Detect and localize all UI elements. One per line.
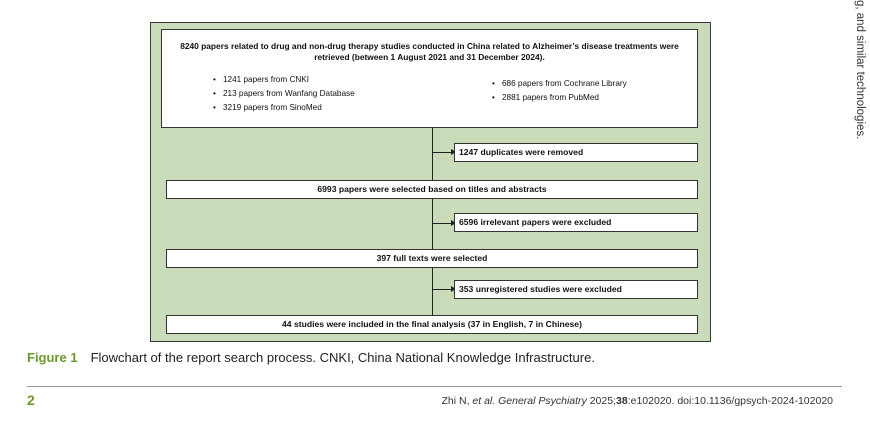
list-item: • 2881 papers from PubMed — [492, 92, 599, 102]
connector-line — [432, 268, 433, 315]
full-texts-box: 397 full texts were selected — [166, 249, 698, 268]
figure-label: Figure 1 — [27, 350, 78, 365]
footer-divider — [27, 386, 842, 387]
page-number: 2 — [27, 392, 35, 408]
list-item: • 213 papers from Wanfang Database — [213, 88, 355, 98]
list-item: • 686 papers from Cochrane Library — [492, 79, 627, 88]
list-item: • 1241 papers from CNKI — [213, 75, 310, 84]
final-included-box: 44 studies were included in the final analysis (37 in English, 7 in Chinese) — [166, 315, 698, 334]
figure-caption — [27, 350, 595, 365]
source-pubmed: 2881 papers from PubMed — [502, 92, 599, 102]
figure-caption-text: Flowchart of the report search process. CNKI, China National Knowledge Infrastructure. — [90, 350, 595, 365]
source-sinomed: 3219 papers from SinoMed — [223, 102, 322, 112]
duplicates-removed-box: 1247 duplicates were removed — [454, 143, 698, 162]
list-item: • 3219 papers from SinoMed — [213, 102, 322, 112]
connector-line — [432, 128, 433, 180]
unregistered-excluded-box: 353 unregistered studies were excluded — [454, 280, 698, 299]
irrelevant-excluded-box: 6596 irrelevant papers were excluded — [454, 213, 698, 232]
source-wanfang: 213 papers from Wanfang Database — [223, 88, 355, 98]
source-cochrane: 686 papers from Cochrane Library — [502, 79, 627, 88]
titles-abstracts-box: 6993 papers were selected based on titles and abstracts — [166, 180, 698, 199]
sources-right-list — [492, 77, 627, 105]
connector-line — [432, 223, 452, 224]
margin-text: g, and similar technologies. — [854, 0, 866, 140]
connector-line — [432, 199, 433, 249]
connector-line — [432, 152, 452, 153]
connector-line — [432, 289, 452, 290]
citation: Zhi N, et al. General Psychiatry 2025;38:e102020. doi:10.1136/gpsych-2024-102020 — [441, 395, 833, 407]
retrieval-title: 8240 papers related to drug and non-drug therapy studies conducted in China related to Alzheimer’s disease treatments were retrieved (between 1 August 2021 and 31 December 2024). — [180, 41, 679, 62]
sources-left-list — [213, 73, 355, 114]
source-cnki: 1241 papers from CNKI — [223, 75, 310, 84]
